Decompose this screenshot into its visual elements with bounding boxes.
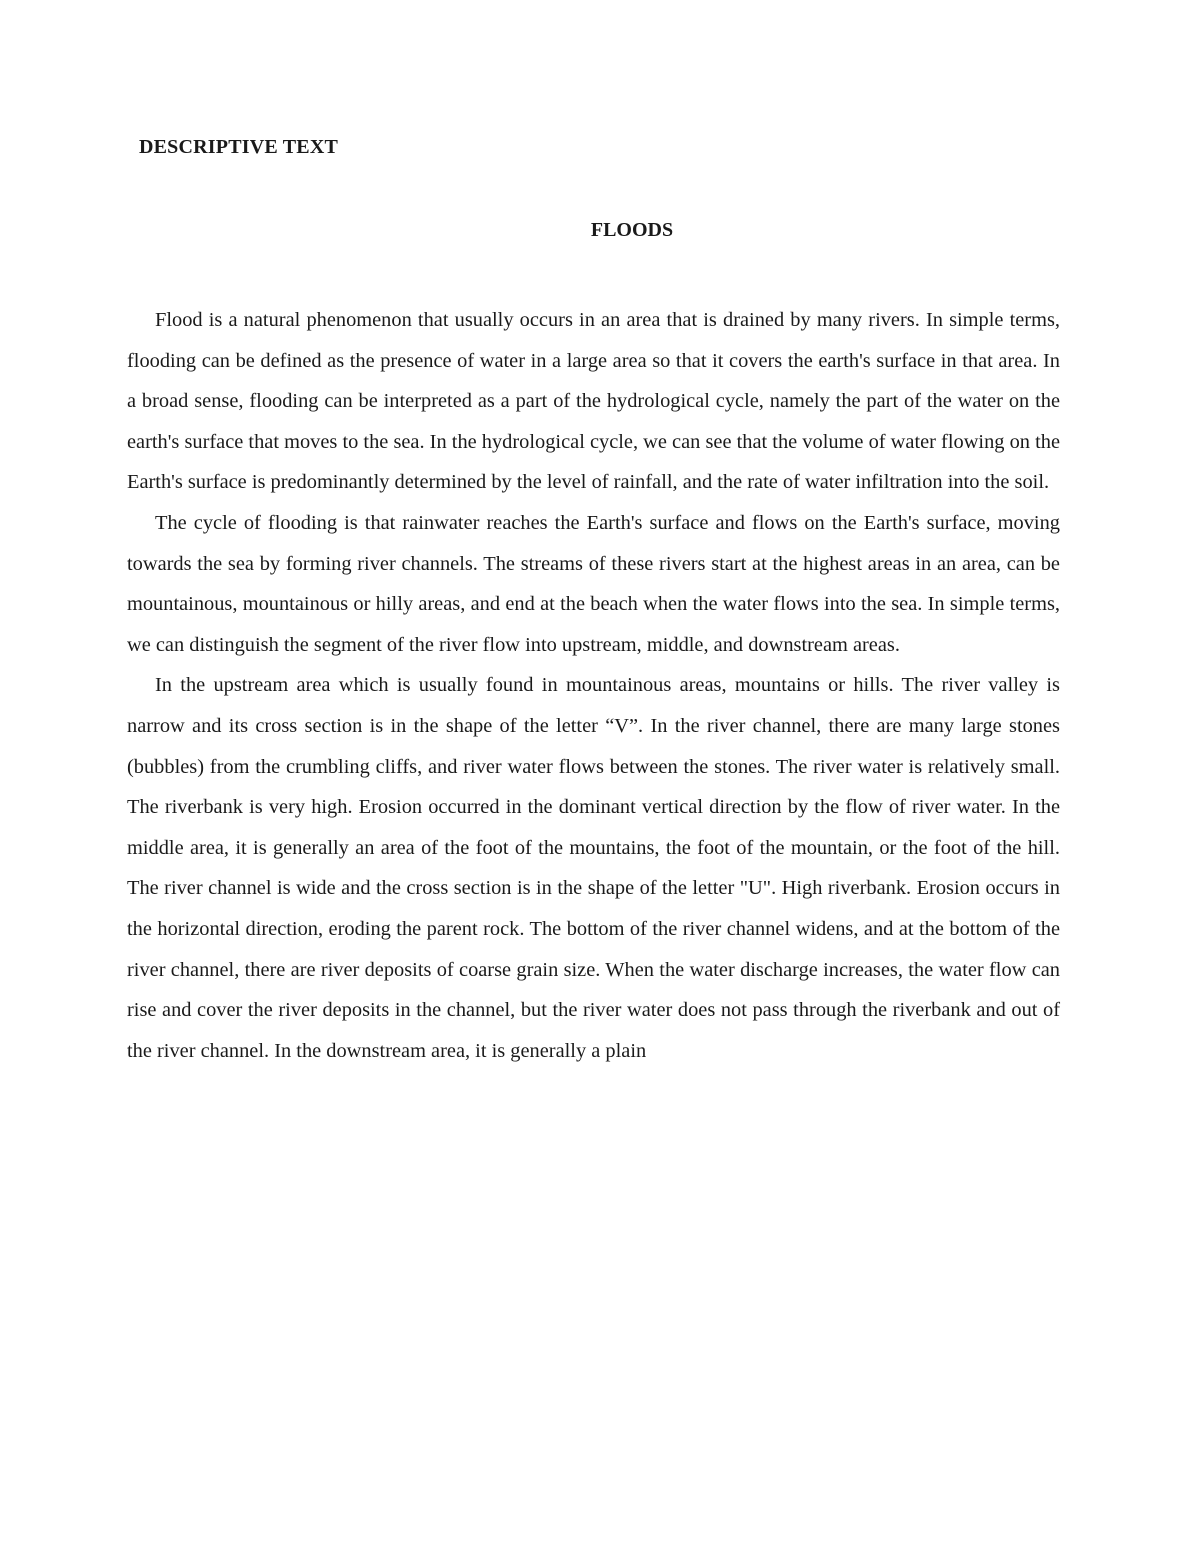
- paragraph: Flood is a natural phenomenon that usually occurs in an area that is drained by many rivers. In simple terms, flooding can be defined as the presence of water in a large area so that it covers the earth's surface in that area. In a broad sense, flooding can be interpreted as a part of the hydrological cycle, namely the part of the water on the earth's surface that moves to the sea. In the hydrological cycle, we can see that the volume of water flowing on the Earth's surface is predominantly determined by the level of rainfall, and the rate of water infiltration into the soil.: [127, 309, 1060, 494]
- document-title: FLOODS: [590, 219, 674, 241]
- paragraph: The cycle of flooding is that rainwater reaches the Earth's surface and flows on the Earth's surface, moving towards the sea by forming river channels. The streams of these rivers start at the highest areas in an area, can be mountainous, mountainous or hilly areas, and end at the beach when the water flows into the sea. In simple terms, we can distinguish the segment of the river flow into upstream, middle, and downstream areas.: [127, 511, 1060, 656]
- document-type-label: DESCRIPTIVE TEXT: [139, 136, 339, 158]
- body-text: [127, 300, 1060, 1071]
- paragraph: In the upstream area which is usually found in mountainous areas, mountains or hills. The river valley is narrow and its cross section is in the shape of the letter “V”. In the river channel, there are many large stones (bubbles) from the crumbling cliffs, and river water flows between the stones. The river water is relatively small. The riverbank is very high. Erosion occurred in the dominant vertical direction by the flow of river water. In the middle area, it is generally an area of the foot of the mountains, the foot of the mountain, or the foot of the hill. The river channel is wide and the cross section is in the shape of the letter "U". High riverbank. Erosion occurs in the horizontal direction, eroding the parent rock. The bottom of the river channel widens, and at the bottom of the river channel, there are river deposits of coarse grain size. When the water discharge increases, the water flow can rise and cover the river deposits in the channel, but the river water does not pass through the riverbank and out of the river channel. In the downstream area, it is generally a plain: [127, 674, 1060, 1062]
